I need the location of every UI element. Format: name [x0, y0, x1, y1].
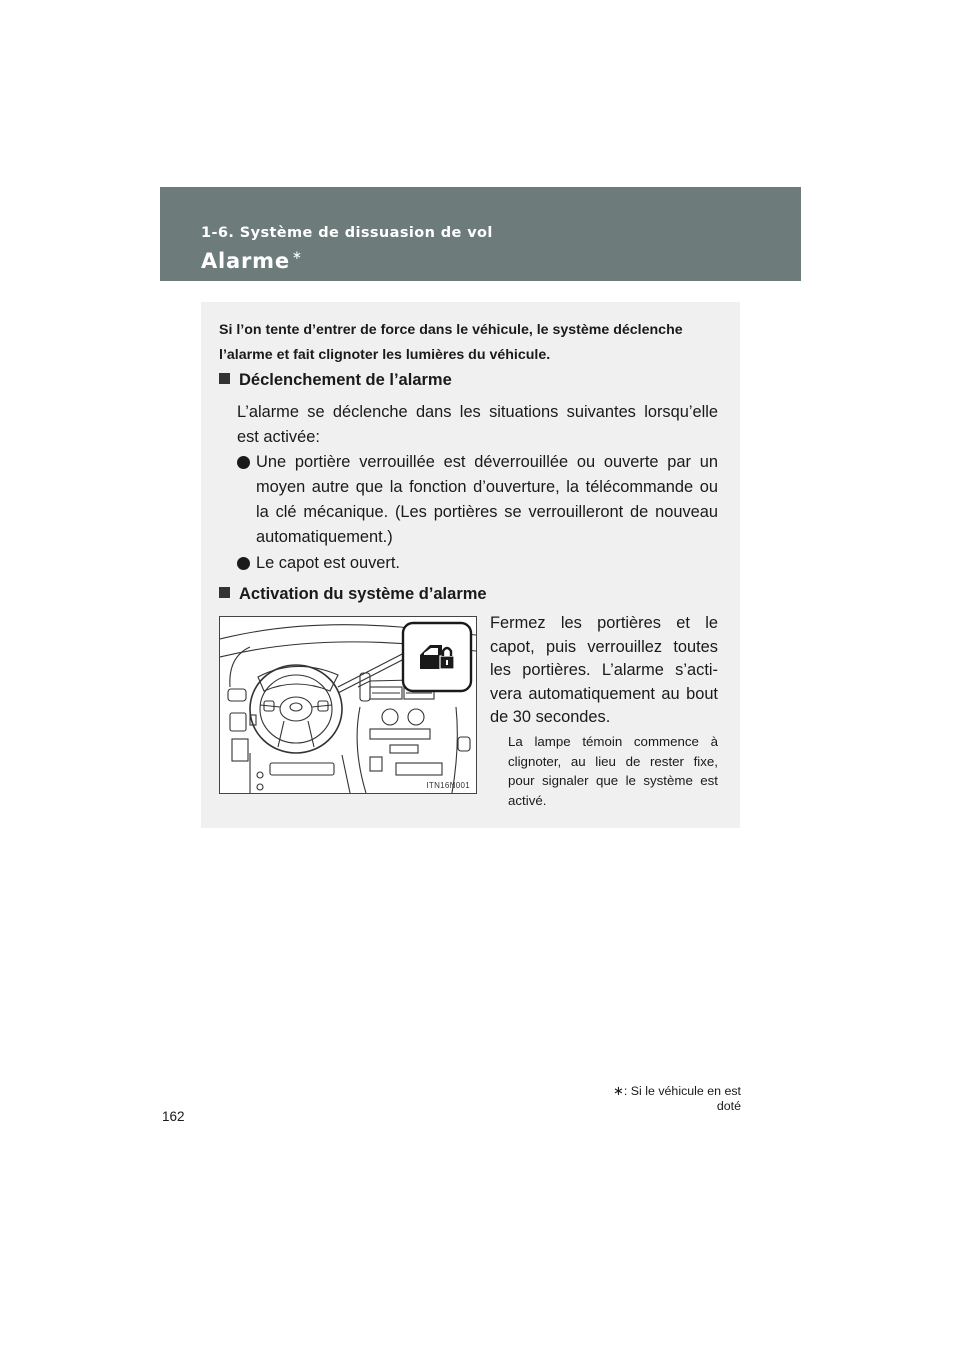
- activation-text: Fermez les portières et le capot, puis verrouillez toutes les portières. L’alarme s’activera automatiquement au bout de 30 secondes.: [490, 614, 718, 726]
- bullet-text: Le capot est ouvert.: [256, 554, 400, 572]
- title-asterisk: ∗: [291, 248, 303, 262]
- bullet-dot-icon: [237, 557, 250, 570]
- footnote-asterisk: ∗: [613, 1083, 624, 1098]
- heading-alarm-activation: [219, 585, 487, 604]
- dashboard-illustration-icon: [220, 617, 476, 793]
- page-number: 162: [162, 1109, 185, 1124]
- heading-alarm-trigger-text: Déclenchement de l’alarme: [239, 371, 452, 389]
- title-text: Alarme: [201, 249, 290, 273]
- heading-alarm-trigger: [219, 371, 452, 390]
- bullet-item: [237, 551, 718, 576]
- heading-alarm-activation-text: Activation du système d’alarme: [239, 585, 487, 603]
- dashboard-figure: [219, 616, 477, 794]
- bullet-dot-icon: [237, 456, 250, 469]
- footnote: [600, 1083, 741, 1113]
- bullet-text: Une portière verrouillée est déverrouillée ou ouverte par un moyen autre que la fonction d’ouverture, la télécommande ou la clé mécanique. (Les portières se verrouilleront de nouveau automatiquement.): [256, 453, 718, 546]
- content-panel: [201, 302, 740, 828]
- figure-code: ITN16N001: [426, 781, 470, 790]
- page-title: [201, 248, 303, 273]
- chapter-header: [160, 187, 801, 281]
- section-label: 1-6. Système de dissuasion de vol: [201, 225, 493, 241]
- square-bullet-icon: [219, 373, 230, 384]
- alarm-trigger-text: L’alarme se déclenche dans les situations suivantes lorsqu’elle est activée:: [237, 403, 718, 446]
- footnote-text: : Si le véhicule en est doté: [623, 1084, 741, 1113]
- square-bullet-icon: [219, 587, 230, 598]
- activation-note: La lampe témoin commence à clignoter, au lieu de rester fixe, pour signaler que le système est activé.: [508, 734, 718, 808]
- intro-text: Si l’on tente d’entrer de force dans le véhicule, le système déclenche l’alarme et fait clignoter les lumières du véhicule.: [219, 322, 683, 363]
- bullet-item: [237, 450, 718, 550]
